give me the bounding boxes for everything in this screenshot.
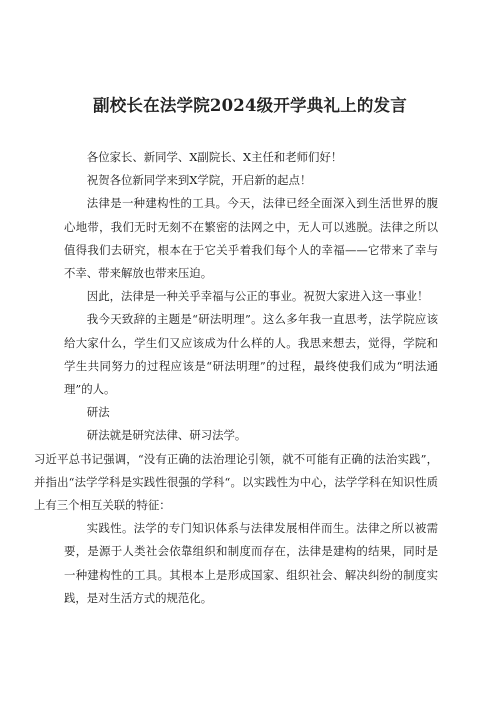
congratulation-paragraph: 祝贺各位新同学来到X学院，开启新的起点！ <box>86 173 312 188</box>
theme-paragraph: 我今天致辞的主题是“研法明理”。这么多年我一直思考，法学院应该给大家什么，学生们又应该成为什么样的人。我思来想去，觉得，学院和学生共同努力的过程应该是“研法明理”的过程，最终使我们成为“明法通理”的人。 <box>64 312 438 397</box>
greeting-paragraph: 各位家长、新同学、X副院长、X主任和老师们好！ <box>86 150 343 164</box>
yanfa-definition-paragraph: 研法就是研究法律、研习法学。 <box>86 428 247 443</box>
xi-quote-paragraph: 习近平总书记强调，“没有正确的法治理论引领，就不可能有正确的法治实践”，并指出“法学学科是实践性很强的学科“。以实践性为中心，法学学科在知识性质上有三个相互关联的特征： <box>34 451 438 513</box>
document-body <box>34 146 438 610</box>
practicality-paragraph: 实践性。法学的专门知识体系与法律发展相伴而生。法律之所以被需要，是源于人类社会依靠组织和制度而存在，法律是建构的结果，同时是一种建构性的工具。其根本上是形成国家、组织社会、解决纠纷的制度实践，是对生活方式的规范化。 <box>64 521 438 605</box>
section-heading-yanfa: 研法 <box>86 405 110 420</box>
law-tool-paragraph: 法律是一种建构性的工具。今天，法律已经全面深入到生活世界的腹心地带，我们无时无刻不在繁密的法网之中，无人可以逃脱。法律之所以值得我们去研究，根本在于它关乎着我们每个人的幸福——它带来了幸与不幸、带来解放也带来压迫。 <box>64 196 438 281</box>
law-career-paragraph: 因此，法律是一种关乎幸福与公正的事业。祝贺大家进入这一事业！ <box>86 289 429 304</box>
document-title: 副校长在法学院2024级开学典礼上的发言 <box>93 96 407 115</box>
